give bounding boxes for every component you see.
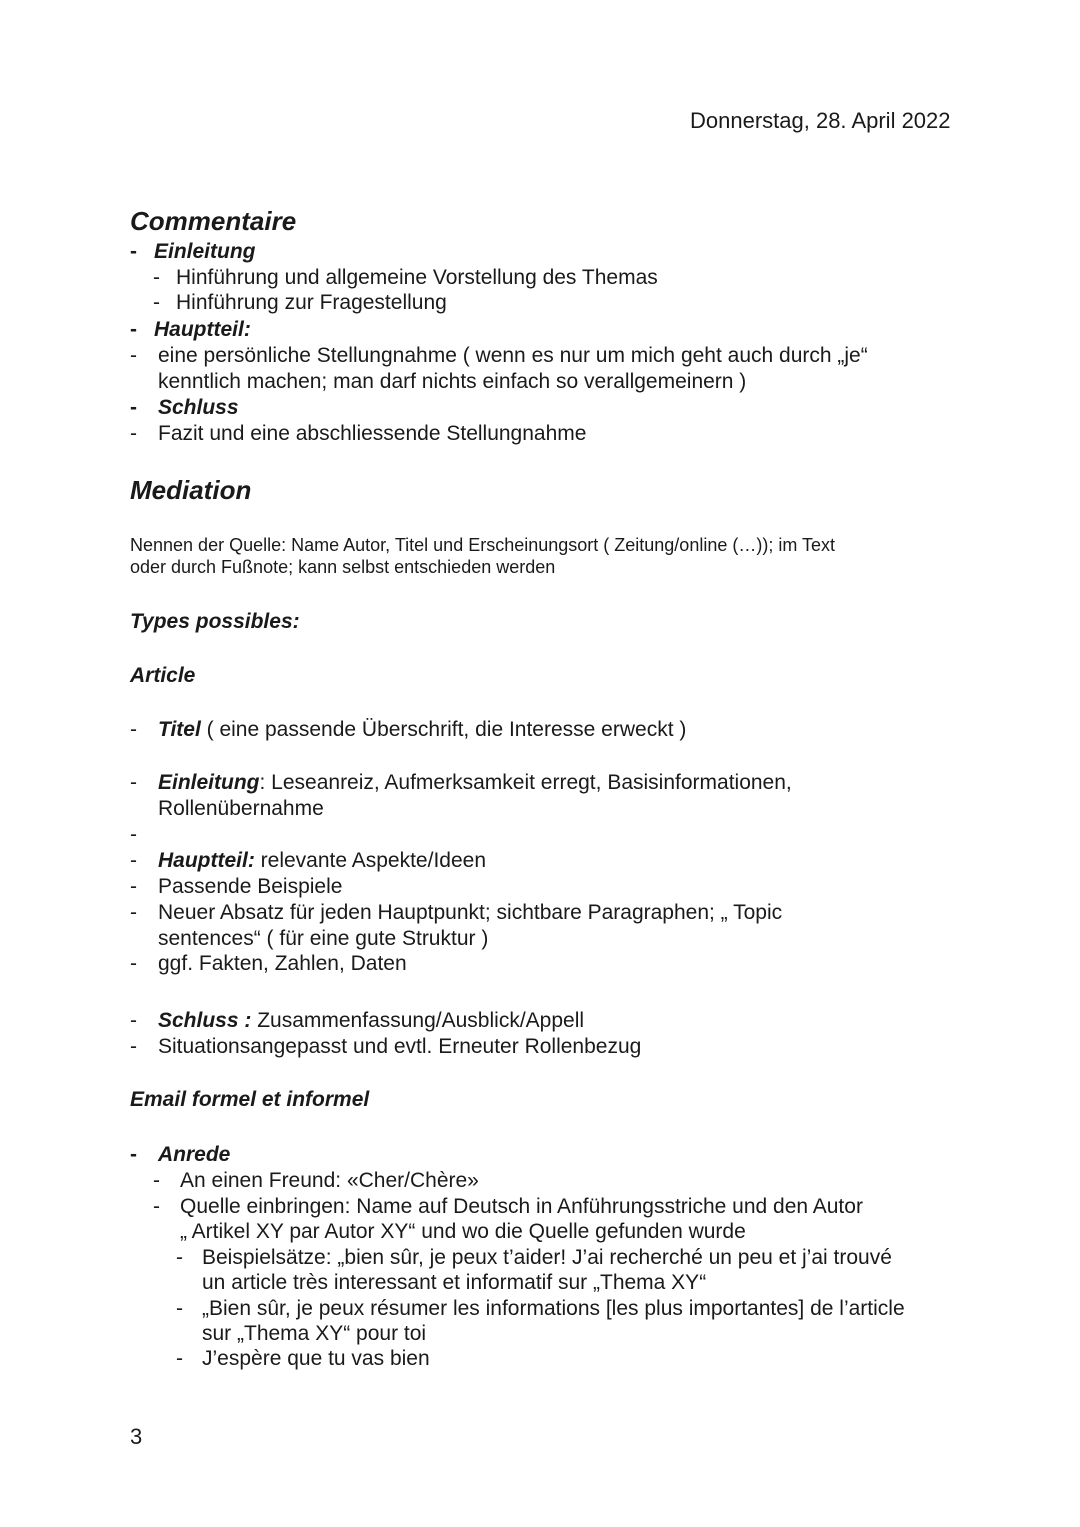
schluss-text: Zusammenfassung/Ausblick/Appell [251, 1009, 585, 1032]
bullet-dash: - [153, 1169, 160, 1192]
bullet-dash: - [130, 875, 137, 898]
mediation-source-text: Nennen der Quelle: Name Autor, Titel und Erscheinungsort ( Zeitung/online (…)); im Text [130, 535, 836, 555]
espere-item: J’espère que tu vas bien [202, 1347, 430, 1370]
titel-text: ( eine passende Überschrift, die Interesse erweckt ) [200, 718, 687, 741]
absatz-item: Neuer Absatz für jeden Hauptpunkt; sichtbare Paragraphen; „ Topic [158, 901, 783, 924]
absatz-item: sentences“ ( für eine gute Struktur ) [158, 927, 489, 950]
hauptteil-text: eine persönliche Stellungnahme ( wenn es nur um mich geht auch durch „je“ [158, 344, 868, 367]
bullet-dash: - [153, 1195, 160, 1218]
bullet-dash: - [176, 1347, 183, 1370]
bullet-dash: - [130, 240, 137, 263]
resume-item: sur „Thema XY“ pour toi [202, 1322, 427, 1345]
resume-item: „Bien sûr, je peux résumer les informations [les plus importantes] de l’article [202, 1297, 905, 1320]
einleitung-text: Rollenübernahme [158, 797, 324, 820]
einleitung-item: Hinführung zur Fragestellung [176, 291, 447, 314]
bullet-dash: - [130, 771, 137, 794]
einleitung-item: Hinführung und allgemeine Vorstellung des Themas [176, 266, 658, 289]
article-einleitung-item [158, 770, 792, 796]
situation-item: Situationsangepasst und evtl. Erneuter Rollenbezug [158, 1035, 642, 1058]
freund-item: An einen Freund: «Cher/Chère» [180, 1169, 479, 1192]
document-date: Donnerstag, 28. April 2022 [690, 108, 951, 133]
schluss-label: Schluss [158, 396, 239, 419]
hauptteil-text: kenntlich machen; man darf nichts einfach so verallgemeinern ) [158, 370, 747, 393]
bullet-dash: - [130, 422, 137, 445]
bullet-dash: - [153, 291, 160, 314]
bullet-dash: - [130, 1009, 137, 1032]
mediation-heading: Mediation [130, 475, 252, 505]
article-titel-item [158, 717, 686, 743]
types-heading: Types possibles: [130, 610, 300, 633]
bullet-dash: - [130, 1143, 137, 1166]
bullet-dash: - [176, 1246, 183, 1269]
schluss-label: Schluss : [158, 1009, 252, 1032]
anrede-label: Anrede [158, 1143, 231, 1166]
quelle-item: „ Artikel XY par Autor XY“ und wo die Quelle gefunden wurde [180, 1220, 746, 1243]
einleitung-label: Einleitung [154, 240, 256, 263]
email-heading: Email formel et informel [130, 1088, 370, 1111]
bullet-dash: - [130, 1035, 137, 1058]
quelle-item: Quelle einbringen: Name auf Deutsch in Anführungsstriche und den Autor [180, 1195, 863, 1218]
schluss-text: Fazit und eine abschliessende Stellungnahme [158, 422, 587, 445]
titel-label: Titel [158, 718, 201, 741]
beispiel-item: Beispielsätze: „bien sûr, je peux t’aider! J’ai recherché un peu et j’ai trouvé [202, 1246, 892, 1269]
einleitung-label: Einleitung [158, 771, 260, 794]
hauptteil-label: Hauptteil: [154, 318, 251, 341]
bullet-dash: - [130, 901, 137, 924]
mediation-source-text: oder durch Fußnote; kann selbst entschieden werden [130, 557, 556, 577]
bullet-dash: - [130, 718, 137, 741]
hauptteil-text: relevante Aspekte/Ideen [254, 849, 486, 872]
commentaire-heading: Commentaire [130, 206, 297, 236]
article-hauptteil-item [158, 848, 486, 874]
bullet-dash: - [130, 344, 137, 367]
bullet-dash: - [130, 952, 137, 975]
bullet-dash: - [130, 396, 137, 419]
bullet-dash: - [130, 849, 137, 872]
bullet-dash: - [130, 823, 137, 846]
page-number: 3 [130, 1424, 143, 1449]
beispiel-item: un article très interessant et informatif sur „Thema XY“ [202, 1271, 707, 1294]
article-heading: Article [130, 664, 196, 687]
hauptteil-label: Hauptteil: [158, 849, 255, 872]
beispiele-item: Passende Beispiele [158, 875, 343, 898]
bullet-dash: - [153, 266, 160, 289]
bullet-dash: - [130, 318, 137, 341]
article-schluss-item [158, 1008, 584, 1034]
bullet-dash: - [176, 1297, 183, 1320]
einleitung-text: : Leseanreiz, Aufmerksamkeit erregt, Basisinformationen, [259, 771, 792, 794]
fakten-item: ggf. Fakten, Zahlen, Daten [158, 952, 407, 975]
